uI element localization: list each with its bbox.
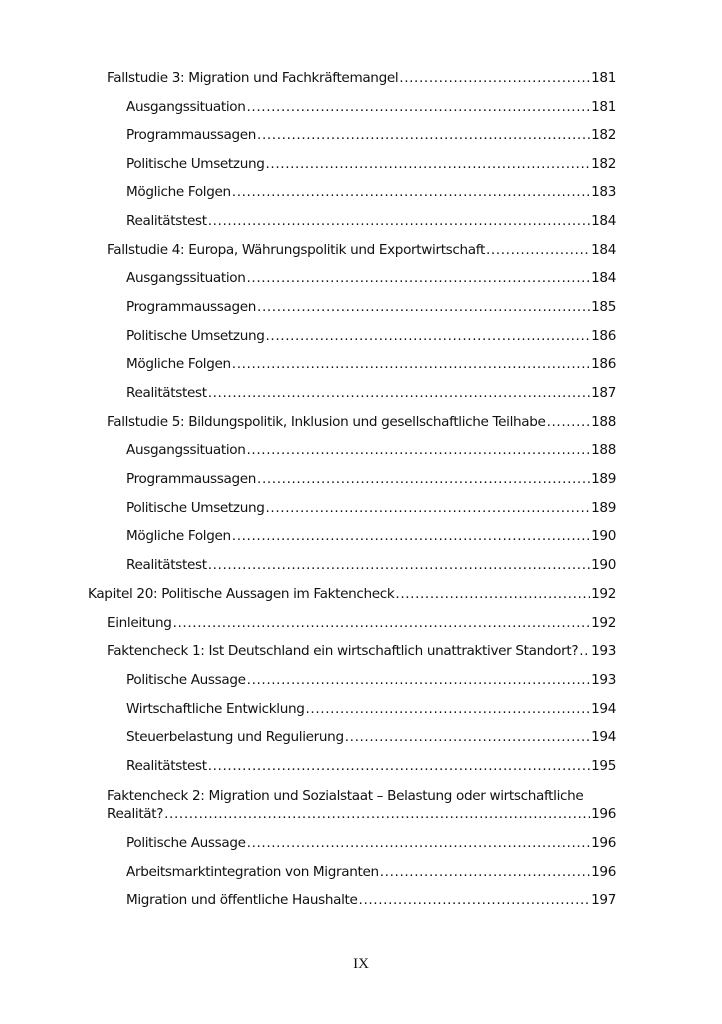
toc-title: Ausgangssituation [126,270,246,286]
toc-page: 185 [591,299,616,315]
toc-title: Mögliche Folgen [126,528,231,544]
toc-entry[interactable] [126,298,616,316]
toc-entry[interactable] [126,327,616,345]
toc-leader [208,556,590,574]
toc-leader [547,413,591,431]
toc-leader [266,499,591,517]
toc-page: 182 [591,127,616,143]
toc-entry[interactable] [88,585,616,603]
toc-page: 192 [591,615,616,631]
toc-title: Realitätstest [126,385,207,401]
toc-leader [247,834,590,852]
toc-leader [257,126,590,144]
toc-entry[interactable] [126,355,616,373]
toc-entry[interactable] [107,642,616,660]
toc-entry[interactable] [126,269,616,287]
toc-title: Programmaussagen [126,471,257,487]
toc-page: 187 [591,385,616,401]
toc-title: Ausgangssituation [126,442,246,458]
toc-page: 196 [591,864,616,880]
toc-page: 184 [591,270,616,286]
toc-page: 181 [591,99,616,115]
toc-leader [247,671,590,689]
toc-page: 189 [591,500,616,516]
toc-page: 196 [591,806,616,822]
toc-title: Politische Umsetzung [126,500,265,516]
toc-entry[interactable] [126,155,616,173]
toc-leader [208,757,590,775]
toc-page: 184 [591,213,616,229]
toc-title: Faktencheck 1: Ist Deutschland ein wirtschaftlich unattraktiver Standort? [107,643,579,659]
toc-leader [247,98,591,116]
toc-leader [345,728,590,746]
page-number: IX [353,956,369,972]
toc-page: 190 [591,528,616,544]
toc-entry[interactable] [126,671,616,689]
toc-leader [257,298,590,316]
toc-leader [247,441,591,459]
toc-title: Realität? [107,806,164,822]
toc-title: Fallstudie 5: Bildungspolitik, Inklusion und gesellschaftliche Teilhabe [107,414,546,430]
toc-leader [306,700,591,718]
toc-entry[interactable] [126,98,616,116]
toc-entry[interactable] [126,183,616,201]
toc-entry[interactable] [126,384,616,402]
toc-page: 184 [591,242,616,258]
toc-entry[interactable] [126,499,616,517]
toc-leader [399,69,590,87]
toc-leader [266,327,591,345]
toc-title: Realitätstest [126,557,207,573]
toc-title: Migration und öffentliche Haushalte [126,892,358,908]
toc-entry[interactable] [107,69,616,87]
toc-page: 186 [591,328,616,344]
toc-entry[interactable] [126,834,616,852]
toc-entry[interactable] [126,891,616,909]
toc-leader [208,384,590,402]
toc-leader [395,585,590,603]
toc-leader [579,642,590,660]
toc-entry[interactable] [107,614,616,632]
toc-title: Programmaussagen [126,299,257,315]
toc-entry[interactable] [126,728,616,746]
toc-leader [266,155,591,173]
toc-entry[interactable] [126,700,616,718]
toc-title: Einleitung [107,615,172,631]
toc-page: 182 [591,156,616,172]
toc-page: 195 [591,758,616,774]
toc-title: Realitätstest [126,758,207,774]
toc-entry-title-line1[interactable]: Faktencheck 2: Migration und Sozialstaat – Belastung oder wirtschaftliche [107,788,584,804]
toc-entry[interactable] [126,556,616,574]
toc-entry[interactable] [107,241,616,259]
toc-title: Fallstudie 4: Europa, Währungspolitik und Exportwirtschaft [107,242,485,258]
toc-page: 188 [591,442,616,458]
toc-page: 189 [591,471,616,487]
toc-entry[interactable] [107,413,616,431]
toc-page: 197 [591,892,616,908]
toc-entry[interactable] [126,470,616,488]
toc-page: 196 [591,835,616,851]
toc-title: Mögliche Folgen [126,356,231,372]
toc-entry[interactable] [126,126,616,144]
toc-page: 193 [591,672,616,688]
toc-title: Politische Umsetzung [126,156,265,172]
toc-title: Ausgangssituation [126,99,246,115]
toc-leader [173,614,591,632]
toc-title: Mögliche Folgen [126,184,231,200]
toc-leader [380,863,590,881]
toc-title: Realitätstest [126,213,207,229]
toc-title: Steuerbelastung und Regulierung [126,729,344,745]
toc-title: Fallstudie 3: Migration und Fachkräftemangel [107,70,399,86]
toc-page: 192 [591,586,616,602]
toc-title: Programmaussagen [126,127,257,143]
toc-title: Politische Umsetzung [126,328,265,344]
toc-page: 183 [591,184,616,200]
toc-leader [486,241,590,259]
toc-leader [208,212,590,230]
toc-leader [164,805,590,823]
toc-entry[interactable] [126,863,616,881]
toc-leader [232,355,590,373]
toc-entry[interactable] [126,212,616,230]
toc-entry[interactable] [126,527,616,545]
toc-entry[interactable] [126,757,616,775]
toc-title: Wirtschaftliche Entwicklung [126,701,305,717]
toc-entry[interactable] [107,805,616,823]
toc-page: 186 [591,356,616,372]
toc-page: 193 [591,643,616,659]
toc-leader [359,891,591,909]
toc-title: Politische Aussage [126,835,246,851]
toc-title: Arbeitsmarktintegration von Migranten [126,864,379,880]
toc-page: 190 [591,557,616,573]
toc-page: 181 [591,70,616,86]
toc-leader [232,183,590,201]
toc-page: 194 [591,729,616,745]
toc-page: 188 [591,414,616,430]
toc-title: Politische Aussage [126,672,246,688]
toc-leader [247,269,591,287]
toc-page: 194 [591,701,616,717]
toc-title: Kapitel 20: Politische Aussagen im Faktencheck [88,586,395,602]
toc-leader [232,527,590,545]
toc-leader [257,470,590,488]
toc-entry[interactable] [126,441,616,459]
